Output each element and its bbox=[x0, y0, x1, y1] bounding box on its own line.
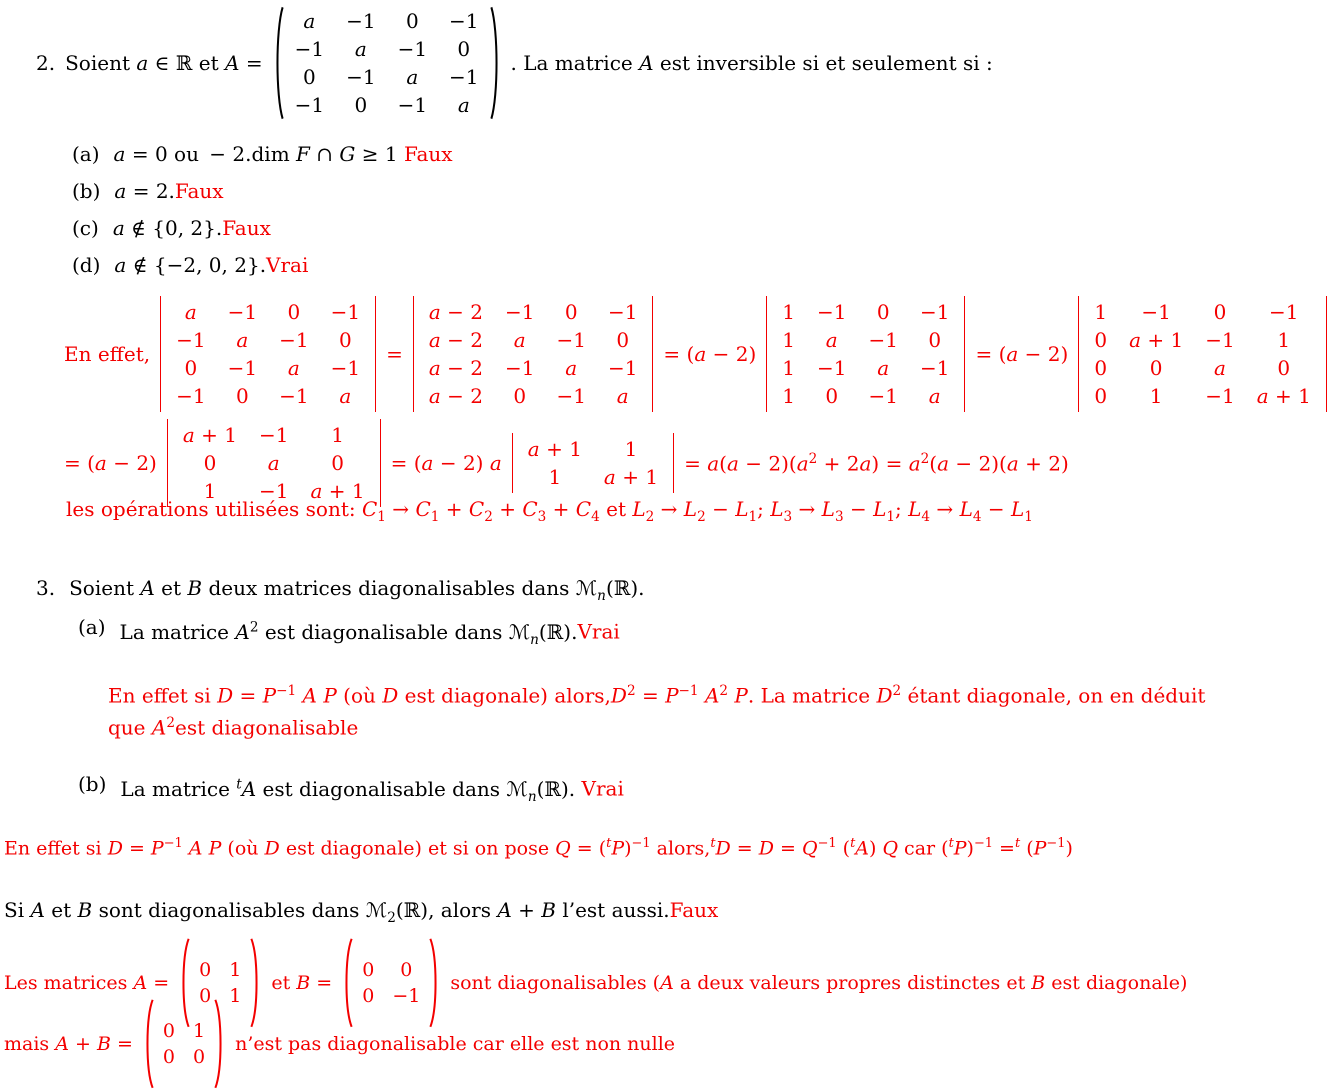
matrix-cell: 0 bbox=[457, 37, 471, 61]
question-3-number: 3. bbox=[36, 576, 56, 600]
matrix-cell: −1 bbox=[176, 328, 206, 352]
question-3-option-a bbox=[78, 615, 620, 652]
option-a-label: (a) bbox=[72, 142, 100, 166]
matrix-cell: 0 bbox=[928, 328, 942, 352]
matrix-cell: −1 bbox=[868, 328, 898, 352]
determinant-line-2 bbox=[64, 420, 1069, 506]
paren-right-icon bbox=[214, 998, 225, 1090]
option-d-verdict: Vrai bbox=[266, 253, 309, 277]
matrix-cell: a bbox=[184, 300, 197, 324]
proof-intro: En effet, bbox=[64, 342, 151, 366]
counter-part5: n’est pas diagonalisable car elle est non nulle bbox=[235, 1033, 676, 1055]
matrix-cell: 0 bbox=[876, 300, 890, 324]
matrix-cell: 0 bbox=[400, 959, 413, 981]
matrix-cell: 0 bbox=[302, 65, 316, 89]
matrix-A bbox=[273, 5, 501, 121]
determinant-2 bbox=[413, 296, 654, 412]
q3a-text: La matrice $A^2$ est diagonalisable dans ℳ$_n$(ℝ). bbox=[119, 619, 578, 648]
determinant-6 bbox=[512, 433, 674, 493]
q3b-verdict: Vrai bbox=[581, 776, 624, 801]
q3c-statement-line bbox=[4, 898, 718, 926]
matrix-cell: 0 bbox=[825, 384, 839, 408]
matrix-grid bbox=[766, 296, 965, 412]
q3a-explanation-line-2: que $A^2est$ diagonalisable bbox=[108, 714, 359, 740]
option-c-label: (c) bbox=[72, 216, 99, 240]
matrix-cell: a − 2 bbox=[428, 328, 483, 352]
option-b bbox=[72, 179, 453, 203]
determinant-5 bbox=[167, 419, 381, 507]
option-b-body bbox=[114, 179, 223, 203]
matrix-cell: a bbox=[354, 37, 367, 61]
matrix-grid bbox=[413, 296, 654, 412]
option-b-text: a = 2. bbox=[114, 179, 175, 203]
matrix-cell: 0 bbox=[1094, 384, 1108, 408]
question-2-options bbox=[72, 142, 453, 277]
matrix-cell: 0 bbox=[1213, 300, 1227, 324]
matrix-cell: a bbox=[287, 356, 300, 380]
matrix-cell: 1 bbox=[782, 300, 796, 324]
q3b-body bbox=[120, 772, 623, 809]
matrix-cell: −1 bbox=[279, 328, 309, 352]
counter-part2: et B = bbox=[271, 972, 333, 994]
question-2-header bbox=[36, 6, 993, 120]
matrix-cell: a bbox=[565, 356, 578, 380]
matrix-cell: a + 1 bbox=[182, 423, 237, 447]
matrix-cell: 1 bbox=[331, 423, 344, 447]
matrix-cell: a bbox=[339, 384, 352, 408]
matrix-cell: 0 bbox=[184, 356, 198, 380]
matrix-A-plus-B bbox=[143, 998, 225, 1090]
q3a-explanation-line-1: En effet si $D = P^{-1}$ A P (où D est diagonale) $alors,D^2 = P^{-1}$ $A^2$ P. La matrice $D^2$ étant diagonale, on en déduit bbox=[108, 683, 1206, 708]
matrix-cell: a + 1 bbox=[310, 479, 365, 503]
matrix-cell: −1 bbox=[449, 9, 479, 33]
matrix-cell: −1 bbox=[607, 300, 638, 324]
matrix-cell: 1 bbox=[782, 384, 796, 408]
matrix-cell: 0 bbox=[199, 985, 212, 1007]
matrix-cell: −1 bbox=[397, 37, 428, 61]
option-d bbox=[72, 253, 453, 277]
q3a-explanation bbox=[108, 678, 1243, 741]
matrix-grid bbox=[167, 419, 381, 507]
matrix-cell: −1 bbox=[294, 37, 325, 61]
option-c bbox=[72, 216, 453, 240]
question-3-header bbox=[36, 576, 645, 608]
determinant-1 bbox=[160, 296, 376, 412]
matrix-cell: a − 2 bbox=[428, 356, 483, 380]
matrix-cell: a bbox=[825, 328, 838, 352]
paren-left-icon bbox=[143, 998, 154, 1090]
matrix-cell: a + 1 bbox=[1129, 328, 1184, 352]
matrix-cell: −1 bbox=[346, 65, 376, 89]
option-a-verdict: Faux bbox=[403, 142, 453, 166]
matrix-cell: a bbox=[928, 384, 941, 408]
matrix-cell: −1 bbox=[919, 356, 950, 380]
q3a-body bbox=[120, 615, 620, 652]
matrix-cell: 0 bbox=[1094, 328, 1108, 352]
line2-equals-1: = (a − 2) bbox=[64, 451, 157, 475]
operations-note: les opérations utilisées sont: $C_1 \to C_1 + C_2 + C_3 + C_4$ et $L_2 \to L_2 - L_1$; $L_3 \to L_3 - L_1$; $L_4 \to L_4 - L_1$ bbox=[66, 497, 1033, 525]
determinant-3 bbox=[766, 296, 965, 412]
option-d-body bbox=[114, 253, 308, 277]
option-a-body bbox=[114, 142, 453, 166]
paren-left-icon bbox=[273, 5, 284, 121]
matrix-cell: a bbox=[513, 328, 526, 352]
question-2-number: 2. bbox=[36, 51, 56, 75]
matrix-cell: 0 bbox=[235, 384, 249, 408]
determinant-line-1 bbox=[64, 296, 1327, 412]
matrix-cell: 0 bbox=[287, 300, 301, 324]
counterexample-line-2 bbox=[4, 1016, 675, 1072]
question-2-intro-before: Soient a ∈ ℝ et A = bbox=[65, 51, 263, 75]
matrix-cell: −1 bbox=[1269, 300, 1299, 324]
paren-right-icon bbox=[490, 5, 501, 121]
matrix-cell: 1 bbox=[782, 328, 796, 352]
matrix-cell: a + 1 bbox=[603, 465, 659, 489]
matrix-cell: 0 bbox=[331, 451, 344, 475]
matrix-cell: −1 bbox=[279, 384, 309, 408]
matrix-cell: a − 2 bbox=[428, 300, 483, 324]
matrix-cell: 0 bbox=[616, 328, 630, 352]
matrix-cell: 0 bbox=[199, 959, 212, 981]
matrix-cell: 0 bbox=[162, 1020, 175, 1042]
q3b-explanation: En effet si $D = P^{-1}$ A P (où D est diagonale) et si on pose $Q = (^tP)^{-1}$ alors,$^t$D = $D = Q^{-1}$ ($^t$A) Q car $(^tP)^{-1} =^t$ $(P^{-1})$ bbox=[4, 836, 1073, 860]
matrix-cell: −1 bbox=[330, 356, 361, 380]
matrix-cell: 1 bbox=[203, 479, 217, 503]
matrix-cell: −1 bbox=[227, 300, 258, 324]
matrix-cell: −1 bbox=[1205, 328, 1235, 352]
option-c-verdict: Faux bbox=[222, 216, 271, 240]
matrix-cell: a bbox=[406, 65, 419, 89]
matrix-cell: 0 bbox=[1094, 356, 1108, 380]
matrix-cell: a − 2 bbox=[428, 384, 483, 408]
line2-equals-2: = (a − 2) a bbox=[390, 451, 502, 475]
matrix-grid bbox=[512, 433, 674, 493]
matrix-cell: −1 bbox=[556, 328, 586, 352]
matrix-cell: 0 bbox=[354, 93, 368, 117]
matrix-cell: 1 bbox=[548, 465, 562, 489]
question-2-intro-after: . La matrice A est inversible si et seulement si : bbox=[510, 51, 993, 75]
equals-1: = bbox=[386, 342, 403, 366]
matrix-grid bbox=[1078, 296, 1327, 412]
matrix-cell: −1 bbox=[259, 479, 289, 503]
matrix-cell: a bbox=[236, 328, 249, 352]
matrix-cell: −1 bbox=[294, 93, 325, 117]
matrix-cell: −1 bbox=[449, 65, 479, 89]
matrix-cell: −1 bbox=[1205, 384, 1235, 408]
matrix-cell: 0 bbox=[1149, 356, 1163, 380]
option-c-body bbox=[113, 216, 271, 240]
matrix-cell: −1 bbox=[227, 356, 258, 380]
question-3-option-b bbox=[78, 772, 624, 809]
matrix-cell: −1 bbox=[330, 300, 361, 324]
q3a-label: (a) bbox=[78, 615, 106, 639]
matrix-cell: 1 bbox=[1277, 328, 1291, 352]
matrix-cell: a + 1 bbox=[1256, 384, 1311, 408]
matrix-cell: 0 bbox=[564, 300, 578, 324]
matrix-cell: 0 bbox=[162, 1046, 175, 1068]
equals-3: = (a − 2) bbox=[975, 342, 1069, 366]
matrix-cell: −1 bbox=[397, 93, 428, 117]
q3b-label: (b) bbox=[78, 772, 107, 796]
matrix-cell: 0 bbox=[203, 451, 217, 475]
matrix-cell: a bbox=[1213, 356, 1226, 380]
matrix-cell: 1 bbox=[192, 1020, 206, 1042]
matrix-cell: 0 bbox=[192, 1046, 206, 1068]
matrix-cell: 1 bbox=[1094, 300, 1108, 324]
matrix-cell: −1 bbox=[1141, 300, 1171, 324]
counter-part1: Les matrices A = bbox=[4, 972, 170, 994]
option-d-text: a ∉ {−2, 0, 2}. bbox=[114, 253, 267, 277]
option-a-text: a = 0 ou − 2.dim F ∩ G ≥ 1 bbox=[113, 142, 404, 166]
option-b-verdict: Faux bbox=[174, 179, 224, 203]
option-a bbox=[72, 142, 453, 166]
matrix-cell: −1 bbox=[176, 384, 206, 408]
matrix-cell: a + 1 bbox=[527, 437, 582, 461]
matrix-cell: −1 bbox=[919, 300, 950, 324]
q3c-statement: Si A et B sont diagonalisables dans ℳ$_2$(ℝ), alors A + B l’est aussi. bbox=[4, 898, 670, 926]
matrix-cell: 1 bbox=[229, 985, 242, 1007]
option-b-label: (b) bbox=[72, 179, 101, 203]
matrix-cell: 1 bbox=[1149, 384, 1163, 408]
matrix-cell: a bbox=[616, 384, 629, 408]
question-3-intro: Soient A et B deux matrices diagonalisables dans ℳ$_n$(ℝ). bbox=[69, 576, 645, 604]
matrix-cell: a bbox=[457, 93, 470, 117]
matrix-cell: 1 bbox=[782, 356, 796, 380]
matrix-cell: −1 bbox=[346, 9, 376, 33]
matrix-cell: 1 bbox=[624, 437, 638, 461]
matrix-cell: −1 bbox=[504, 356, 535, 380]
matrix-cell: −1 bbox=[868, 384, 898, 408]
matrix-cell: a bbox=[877, 356, 890, 380]
matrix-cell: −1 bbox=[392, 985, 421, 1007]
q3a-verdict: Vrai bbox=[577, 619, 620, 644]
matrix-grid bbox=[353, 955, 429, 1011]
option-c-text: a ∉ {0, 2}. bbox=[112, 216, 223, 240]
matrix-grid bbox=[154, 1016, 214, 1072]
matrix-cell: 0 bbox=[362, 985, 375, 1007]
matrix-cell: −1 bbox=[259, 423, 289, 447]
counter-part3: sont diagonalisables (A a deux valeurs propres distinctes et B est diagonale) bbox=[450, 972, 1188, 994]
matrix-cell: a bbox=[303, 9, 316, 33]
matrix-cell: −1 bbox=[556, 384, 586, 408]
matrix-grid bbox=[284, 5, 490, 121]
matrix-cell: −1 bbox=[607, 356, 638, 380]
determinant-4 bbox=[1078, 296, 1327, 412]
line2-result: = $a(a - 2)(a^2 + 2a) = a^2(a - 2)(a + 2)$ bbox=[684, 450, 1069, 476]
matrix-cell: 1 bbox=[229, 959, 242, 981]
equals-2: = (a − 2) bbox=[663, 342, 757, 366]
matrix-cell: −1 bbox=[504, 300, 535, 324]
counter-part4: mais A + B = bbox=[4, 1033, 133, 1055]
q3c-verdict: Faux bbox=[669, 898, 719, 922]
matrix-cell: 0 bbox=[362, 959, 375, 981]
matrix-cell: 0 bbox=[1277, 356, 1291, 380]
matrix-grid bbox=[160, 296, 376, 412]
matrix-cell: −1 bbox=[817, 300, 847, 324]
matrix-cell: a bbox=[267, 451, 280, 475]
matrix-cell: 0 bbox=[338, 328, 352, 352]
matrix-cell: −1 bbox=[817, 356, 847, 380]
matrix-cell: 0 bbox=[405, 9, 419, 33]
q3b-text: La matrice $^t$A est diagonalisable dans ℳ$_n$(ℝ). bbox=[120, 776, 582, 805]
matrix-cell: 0 bbox=[513, 384, 527, 408]
option-d-label: (d) bbox=[72, 253, 101, 277]
